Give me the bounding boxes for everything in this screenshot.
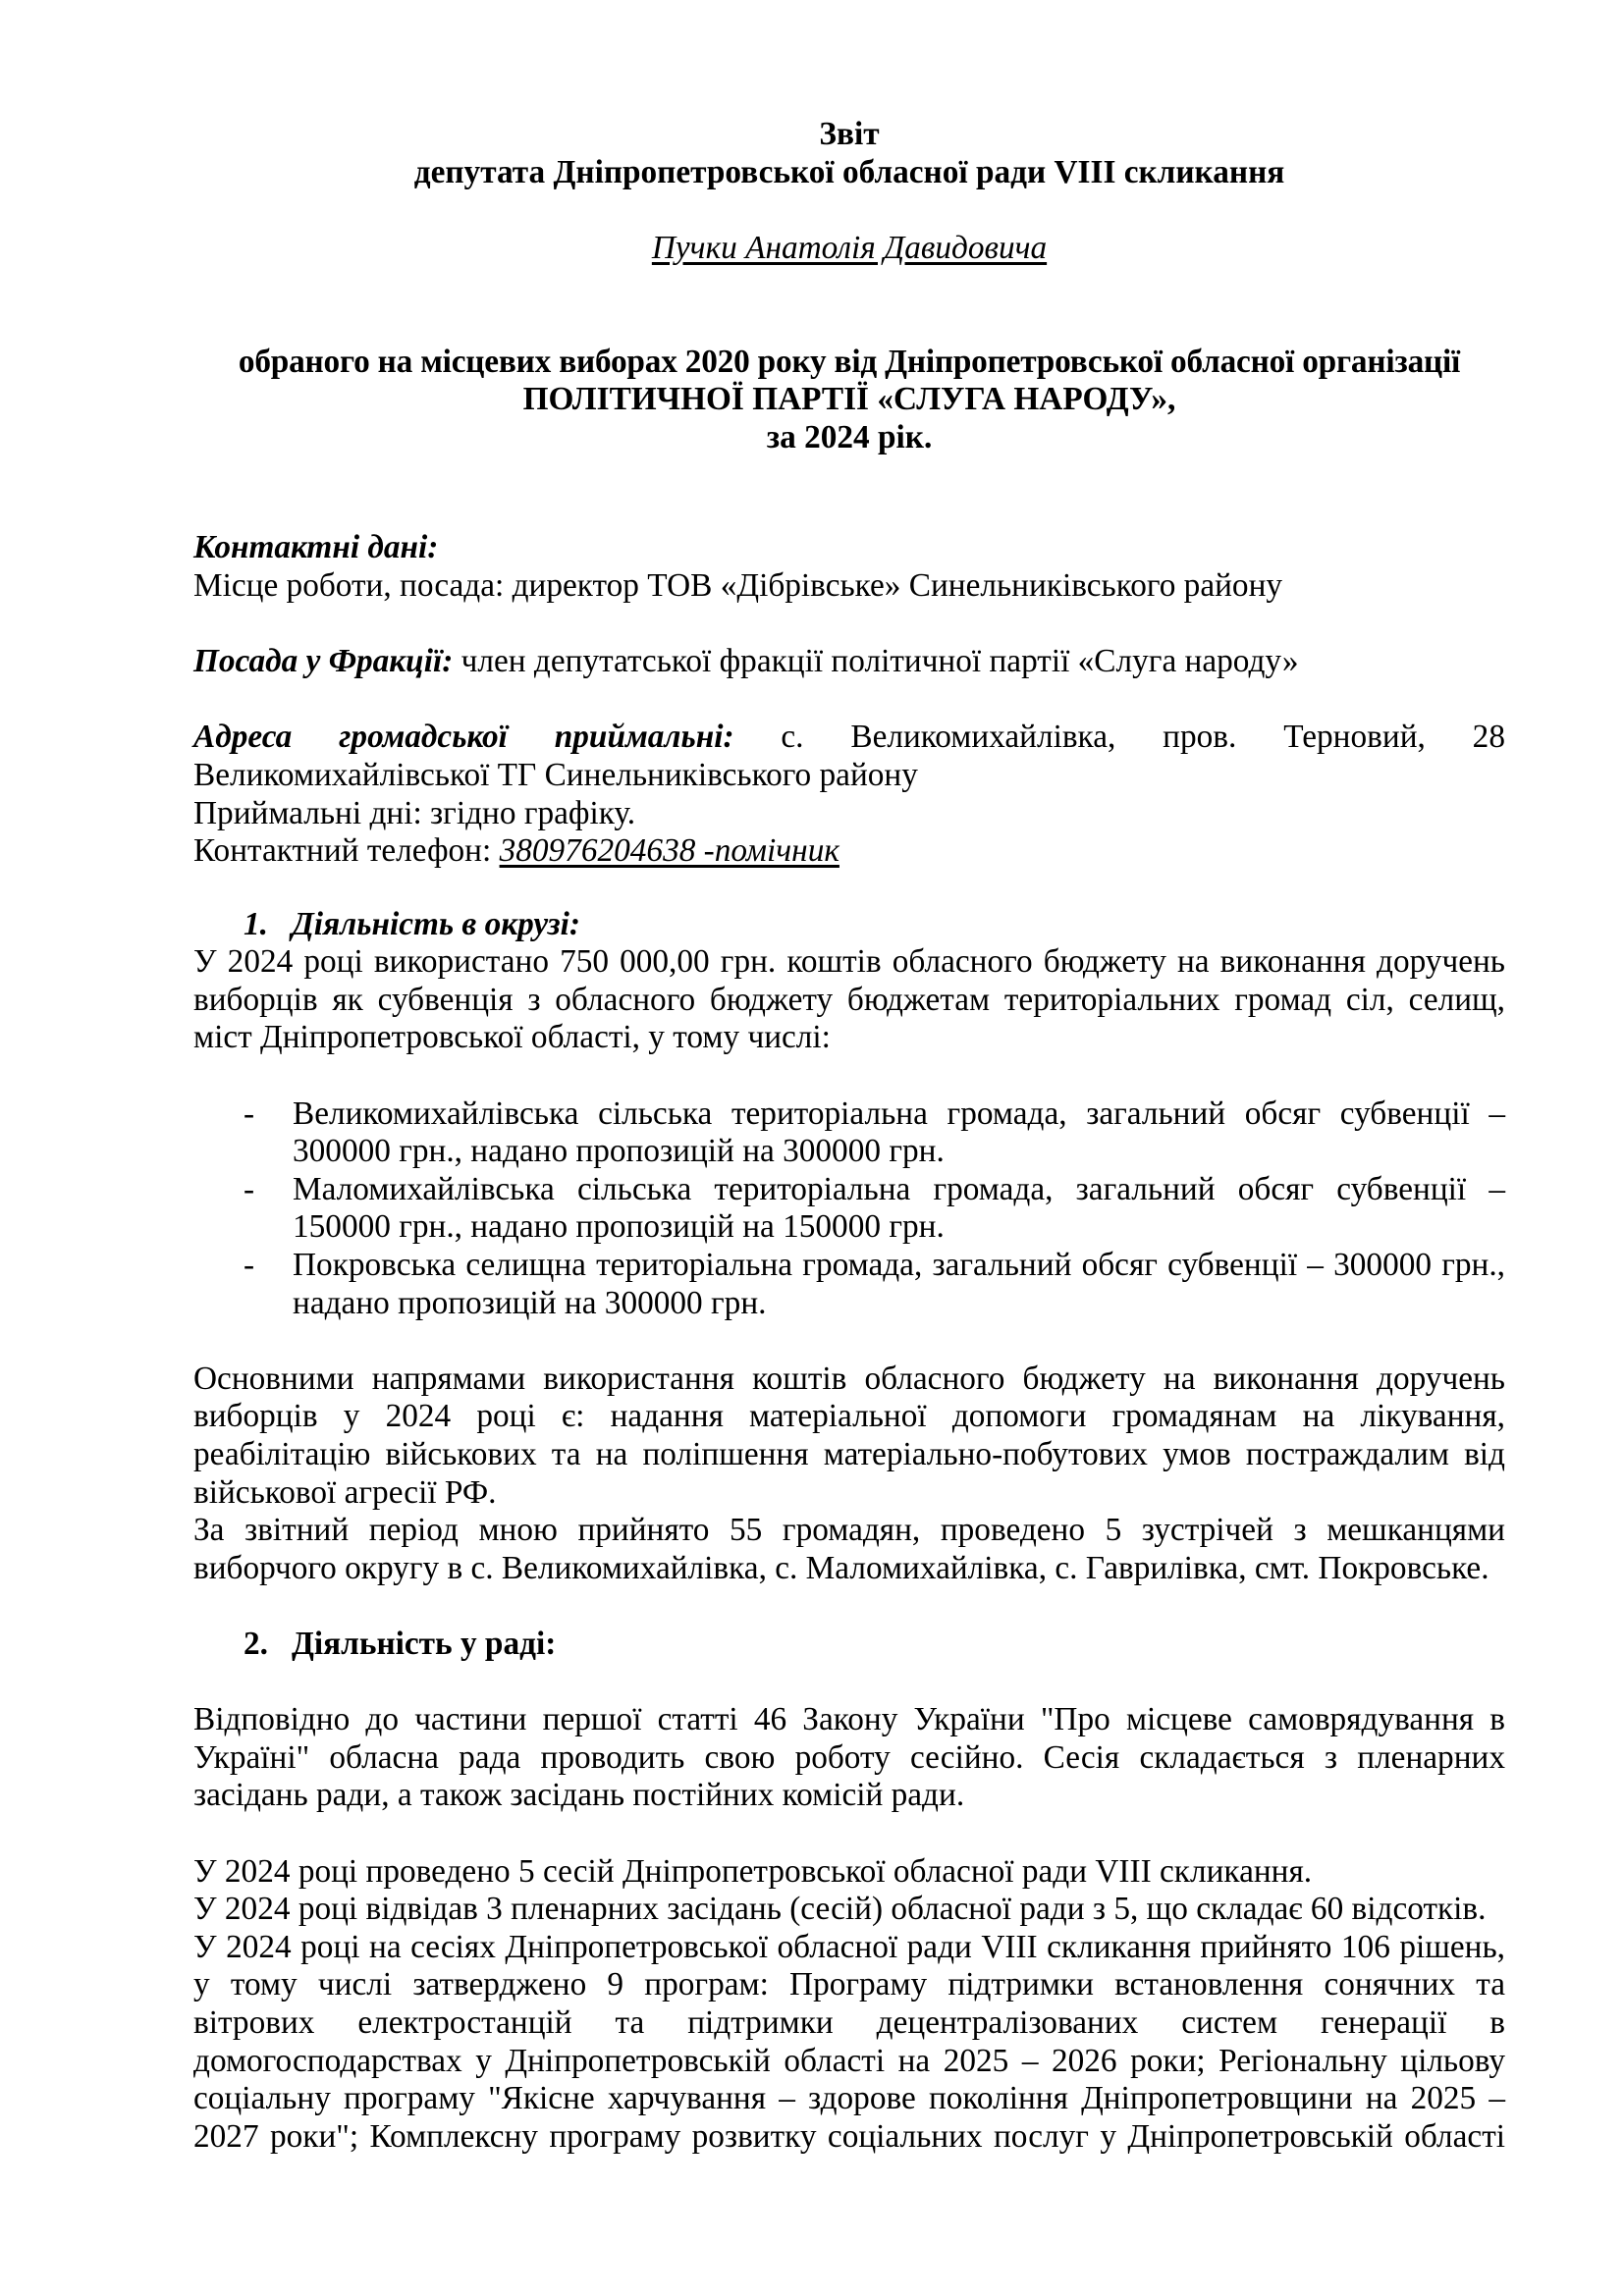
phone-label: Контактний телефон: xyxy=(193,832,500,870)
workplace: Місце роботи, посада: директор ТОВ «Дібрівське» Синельниківського району xyxy=(193,566,1283,604)
section-1-intro: У 2024 році використано 750 000,00 грн. коштів обласного бюджету на виконання доручень виборців як субвенція з обласного бюджету бюджетам територіальних громад сіл, селищ, міст Дніпропетровської області, у тому числі: xyxy=(193,943,1505,1056)
dash-bullet-icon: - xyxy=(244,1170,255,1207)
law-paragraph: Відповідно до частини першої статті 46 Закону України "Про місцеве самоврядування в Україні" обласна рада проводить свою роботу сесійно. Сесія складається з пленарних засідань ради, а також засідань постійних комісій ради. xyxy=(193,1701,1505,1814)
section-2-number: 2. xyxy=(244,1625,268,1662)
phone-link[interactable]: 380976204638 -помічник xyxy=(499,832,839,870)
list-item-text: Великомихайлівська сільська територіальна громада, загальний обсяг субвенції – 300000 грн., надано пропозицій на 300000 грн. xyxy=(293,1095,1505,1170)
elected-line-1: обраного на місцевих виборах 2020 року від Дніпропетровської обласної організації xyxy=(238,343,1461,380)
budget-directions: Основними напрямами використання коштів обласного бюджету на виконання доручень виборців у 2024 році є: надання матеріальної допомоги громадянам на лікування, реабілітацію військових та на поліпшення матеріально-побутових умов постраждалим від військової агресії РФ. xyxy=(193,1360,1505,1511)
section-2-title: Діяльність у раді: xyxy=(292,1625,557,1662)
reception-label: Адреса громадської приймальні: xyxy=(193,719,734,756)
list-item xyxy=(193,1171,1505,1247)
faction-value: член депутатської фракції політичної партії «Слуга народу» xyxy=(453,643,1299,680)
section-2-heading xyxy=(193,1626,1505,1664)
sessions-held: У 2024 році проведено 5 сесій Дніпропетровської обласної ради VIII скликання. xyxy=(193,1852,1313,1890)
section-1-number: 1. xyxy=(244,905,268,942)
document-page xyxy=(193,116,1505,2156)
faction-label: Посада у Фракції: xyxy=(193,643,454,680)
reception-days: Приймальні дні: згідно графіку. xyxy=(193,794,636,831)
report-year: за 2024 рік. xyxy=(766,418,933,455)
dash-bullet-icon: - xyxy=(244,1247,255,1284)
phone-line xyxy=(193,832,1505,871)
reception-address-line-1 xyxy=(193,719,1505,757)
reception-address: с. Великомихайлівка, пров. Терновий, 28 xyxy=(733,719,1505,756)
document-title: Звіт xyxy=(819,116,880,152)
faction-line xyxy=(193,643,1505,681)
document-subtitle: депутата Дніпропетровської обласної ради VIII скликання xyxy=(413,153,1285,190)
list-item xyxy=(193,1095,1505,1171)
attendance: У 2024 році відвідав 3 пленарних засідань (сесій) обласної ради з 5, що складає 60 відсотків. xyxy=(193,1891,1487,1928)
list-item-text: Маломихайлівська сільська територіальна громада, загальний обсяг субвенції – 150000 грн., надано пропозицій на 150000 грн. xyxy=(293,1170,1505,1246)
party-name: ПОЛІТИЧНОЇ ПАРТІЇ «СЛУГА НАРОДУ», xyxy=(522,381,1176,418)
deputy-name: Пучки Анатолія Давидовича xyxy=(651,229,1048,266)
decisions-paragraph: У 2024 році на сесіях Дніпропетровської обласної ради VIII скликання прийнято 106 рішень, у тому числі затверджено 9 програм: Програму підтримки встановлення сонячних та вітрових електростанцій та підтримки децентралізованих систем генерації в домогосподарствах у Дніпропетровській області на 2025 – 2026 роки; Регіональну цільову соціальну програму "Якісне харчування – здорове покоління Дніпропетровщини на 2025 – 2027 роки"; Комплексну програму розвитку соціальних послуг у Дніпропетровській області xyxy=(193,1928,1505,2155)
contacts-heading: Контактні дані: xyxy=(193,529,439,566)
list-item xyxy=(193,1247,1505,1322)
subvention-list xyxy=(193,1095,1505,1323)
reception-stats: За звітний період мною прийнято 55 громадян, проведено 5 зустрічей з мешканцями виборчого округу в с. Великомихайлівка, с. Маломихайлівка, с. Гаврилівка, смт. Покровське. xyxy=(193,1512,1505,1586)
section-1-title: Діяльність в окрузі: xyxy=(292,905,581,942)
list-item-text: Покровська селищна територіальна громада, загальний обсяг субвенції – 300000 грн., надано пропозицій на 300000 грн. xyxy=(293,1247,1505,1321)
section-1-heading xyxy=(193,906,1505,944)
reception-address-line-2: Великомихайлівської ТГ Синельниківського району xyxy=(193,756,918,793)
dash-bullet-icon: - xyxy=(244,1095,255,1132)
